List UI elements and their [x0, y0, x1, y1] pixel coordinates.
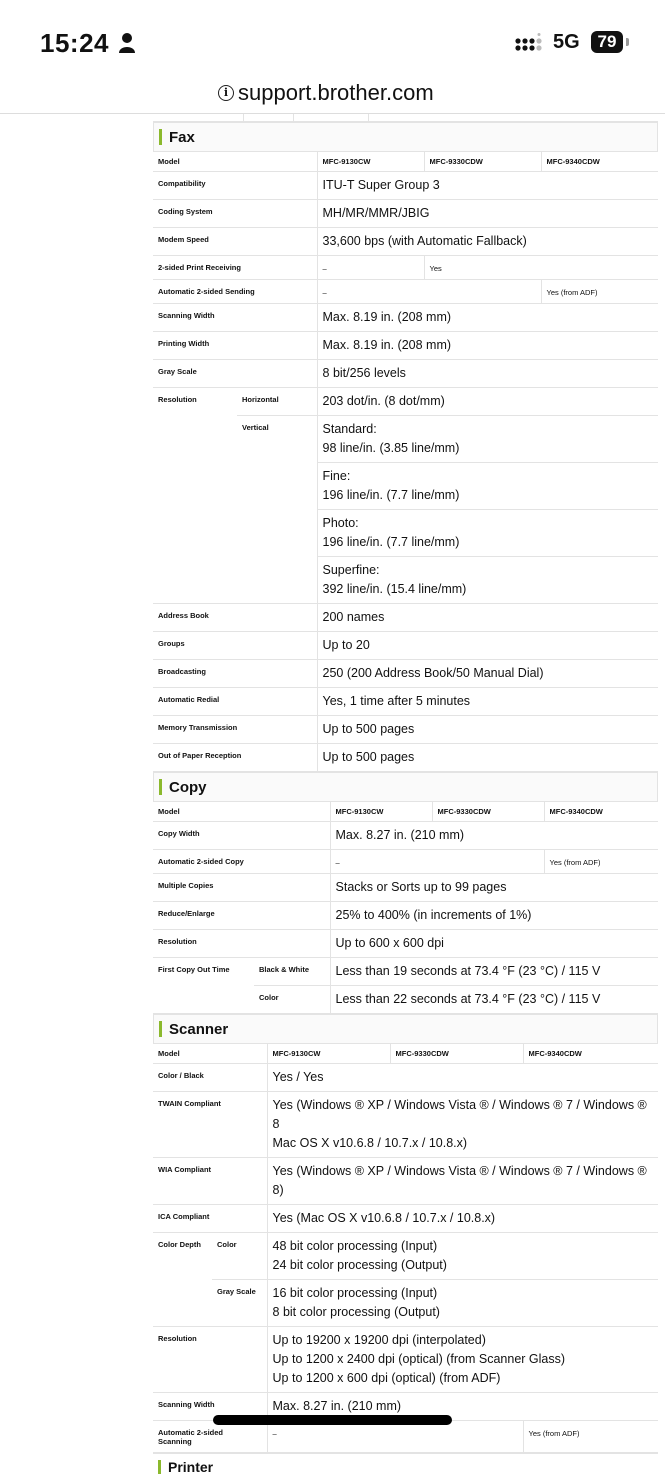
row-value: – — [330, 850, 544, 874]
row-label: Gray Scale — [153, 360, 317, 388]
section-accent-bar — [159, 1021, 162, 1037]
value-line: 8) — [272, 1183, 284, 1197]
table-row — [153, 388, 658, 416]
table-row — [153, 1280, 658, 1327]
spec-content — [153, 114, 658, 1479]
table-row — [153, 850, 658, 874]
copy-section-header — [153, 772, 658, 802]
table-row — [153, 360, 658, 388]
row-label: Copy Width — [153, 822, 330, 850]
table-row — [153, 958, 658, 986]
row-value: Yes (from ADF) — [544, 850, 658, 874]
row-value — [317, 416, 658, 463]
table-row — [153, 1158, 658, 1205]
row-value: 25% to 400% (in increments of 1%) — [330, 902, 658, 930]
row-label: Printing Width — [153, 332, 317, 360]
table-row — [153, 510, 658, 557]
value-line: 48 bit color processing (Input) — [272, 1239, 438, 1253]
row-value: Max. 8.19 in. (208 mm) — [317, 304, 658, 332]
table-row — [153, 1205, 658, 1233]
value-line: Up to 1200 x 2400 dpi (optical) (from Scanner Glass) — [272, 1352, 566, 1366]
address-bar[interactable] — [0, 76, 665, 114]
model-name: MFC-9340CDW — [523, 1044, 658, 1064]
table-row — [153, 256, 658, 280]
row-value — [267, 1158, 658, 1205]
row-sublabel: Vertical — [242, 423, 269, 432]
row-label: ICA Compliant — [153, 1205, 267, 1233]
value-line: 24 bit color processing (Output) — [272, 1258, 447, 1272]
table-row — [153, 280, 658, 304]
row-value: Yes — [424, 256, 658, 280]
table-row — [153, 802, 658, 822]
row-sublabel: Color — [254, 986, 330, 1014]
previous-table-fragment — [153, 114, 658, 122]
section-accent-bar — [158, 1460, 161, 1474]
row-value: Up to 20 — [317, 632, 658, 660]
row-label: 2-sided Print Receiving — [153, 256, 317, 280]
table-row — [153, 152, 658, 172]
person-icon — [118, 32, 136, 54]
row-value: Max. 8.19 in. (208 mm) — [317, 332, 658, 360]
row-value: 250 (200 Address Book/50 Manual Dial) — [317, 660, 658, 688]
row-label: WIA Compliant — [153, 1158, 267, 1205]
row-value: Yes (Mac OS X v10.6.8 / 10.7.x / 10.8.x) — [267, 1205, 658, 1233]
value-line: Yes (Windows ® XP / Windows Vista ® / Windows ® 7 / Windows ® — [272, 1164, 647, 1178]
label-line: Scanning — [158, 1437, 192, 1446]
value-line: Standard: — [322, 422, 377, 436]
row-label: Automatic 2-sided Sending — [153, 280, 317, 304]
row-label: Color Depth — [158, 1240, 201, 1249]
table-row — [153, 716, 658, 744]
row-value: 200 names — [317, 604, 658, 632]
table-row — [153, 688, 658, 716]
table-row — [153, 1064, 658, 1092]
row-label: Memory Transmission — [153, 716, 317, 744]
row-value: Less than 19 seconds at 73.4 °F (23 °C) / 115 V — [330, 958, 658, 986]
row-label: Scanning Width — [153, 304, 317, 332]
value-line: Fine: — [322, 469, 351, 483]
model-name: MFC-9130CW — [267, 1044, 390, 1064]
value-line: Photo: — [322, 516, 359, 530]
row-label: Scanning Width — [153, 1393, 267, 1421]
info-icon[interactable]: i — [218, 85, 234, 101]
model-label: Model — [153, 1044, 267, 1064]
table-row — [153, 200, 658, 228]
row-label: Compatibility — [153, 172, 317, 200]
row-label: Coding System — [153, 200, 317, 228]
label-line: Automatic 2-sided — [158, 1428, 224, 1437]
table-row — [153, 604, 658, 632]
value-line: Up to 19200 x 19200 dpi (interpolated) — [272, 1333, 486, 1347]
row-value: 8 bit/256 levels — [317, 360, 658, 388]
table-row — [153, 744, 658, 772]
row-value — [317, 510, 658, 557]
value-line: Up to 1200 x 600 dpi (optical) (from ADF) — [272, 1371, 501, 1385]
model-name: MFC-9330CDW — [424, 152, 541, 172]
value-line: 392 line/in. (15.4 line/mm) — [322, 582, 467, 596]
scanner-spec-table — [153, 1044, 658, 1453]
row-label: Address Book — [153, 604, 317, 632]
row-value — [267, 1327, 658, 1393]
row-value: Less than 22 seconds at 73.4 °F (23 °C) / 115 V — [330, 986, 658, 1014]
row-label: Groups — [153, 632, 317, 660]
row-value: – — [317, 256, 424, 280]
row-value: 203 dot/in. (8 dot/mm) — [317, 388, 658, 416]
row-value — [267, 1280, 658, 1327]
status-bar — [0, 0, 665, 80]
row-value: Yes (from ADF) — [523, 1421, 658, 1453]
row-value: Max. 8.27 in. (210 mm) — [330, 822, 658, 850]
value-line: 98 line/in. (3.85 line/mm) — [322, 441, 460, 455]
home-indicator[interactable] — [213, 1415, 452, 1425]
section-title: Printer — [168, 1458, 214, 1475]
row-label: Resolution — [153, 930, 330, 958]
row-value: Max. 8.27 in. (210 mm) — [267, 1393, 658, 1421]
model-name: MFC-9340CDW — [544, 802, 658, 822]
row-value — [267, 1233, 658, 1280]
row-sublabel: Black & White — [254, 958, 330, 986]
row-label: Color / Black — [153, 1064, 267, 1092]
clock: 15:24 — [40, 28, 109, 58]
row-label: Out of Paper Reception — [153, 744, 317, 772]
table-row — [153, 172, 658, 200]
row-sublabel: Gray Scale — [212, 1280, 267, 1327]
value-line: 196 line/in. (7.7 line/mm) — [322, 535, 460, 549]
section-title: Scanner — [169, 1020, 229, 1038]
model-name: MFC-9130CW — [317, 152, 424, 172]
table-row — [153, 1044, 658, 1064]
fax-section-header — [153, 122, 658, 152]
section-accent-bar — [159, 779, 162, 795]
value-line: Yes (Windows ® XP / Windows Vista ® / Windows ® 7 / Windows ® — [272, 1098, 647, 1112]
row-value — [267, 1092, 658, 1158]
table-row — [153, 463, 658, 510]
model-name: MFC-9130CW — [330, 802, 432, 822]
value-line: 16 bit color processing (Input) — [272, 1286, 438, 1300]
row-value: ITU-T Super Group 3 — [317, 172, 658, 200]
row-label: Resolution — [153, 1327, 267, 1393]
value-line: 8 — [272, 1117, 280, 1131]
url-text[interactable]: support.brother.com — [238, 80, 434, 105]
row-value — [317, 557, 658, 604]
row-label: Reduce/Enlarge — [153, 902, 330, 930]
row-sublabel: Color — [212, 1233, 267, 1280]
table-row — [153, 1092, 658, 1158]
model-label: Model — [153, 152, 317, 172]
table-row — [153, 304, 658, 332]
row-value: Up to 600 x 600 dpi — [330, 930, 658, 958]
row-label — [153, 1421, 267, 1453]
row-value: – — [317, 280, 541, 304]
table-row — [153, 632, 658, 660]
printer-section-header — [153, 1453, 658, 1479]
row-label: Broadcasting — [153, 660, 317, 688]
table-row — [153, 874, 658, 902]
value-line: Superfine: — [322, 563, 380, 577]
section-title: Fax — [169, 128, 195, 146]
row-sublabel: Horizontal — [237, 388, 317, 416]
table-row — [153, 930, 658, 958]
model-label: Model — [153, 802, 330, 822]
table-row — [153, 986, 658, 1014]
row-label: Modem Speed — [153, 228, 317, 256]
battery-icon: 79 — [591, 31, 623, 53]
row-value: Stacks or Sorts up to 99 pages — [330, 874, 658, 902]
model-name: MFC-9330CDW — [432, 802, 544, 822]
model-name: MFC-9340CDW — [541, 152, 658, 172]
table-row — [153, 228, 658, 256]
row-value: MH/MR/MMR/JBIG — [317, 200, 658, 228]
row-label: Automatic 2-sided Copy — [153, 850, 330, 874]
table-row — [153, 332, 658, 360]
value-line: Mac OS X v10.6.8 / 10.7.x / 10.8.x) — [272, 1136, 468, 1150]
fax-spec-table — [153, 152, 658, 772]
row-value: – — [267, 1421, 523, 1453]
row-value: Yes / Yes — [267, 1064, 658, 1092]
scanner-section-header — [153, 1014, 658, 1044]
value-line: 8 bit color processing (Output) — [272, 1305, 440, 1319]
row-label: TWAIN Compliant — [153, 1092, 267, 1158]
row-value: Yes, 1 time after 5 minutes — [317, 688, 658, 716]
row-value: 33,600 bps (with Automatic Fallback) — [317, 228, 658, 256]
table-row — [153, 660, 658, 688]
section-title: Copy — [169, 778, 207, 796]
network-type: 5G — [553, 31, 580, 53]
table-row — [153, 1327, 658, 1393]
table-row — [153, 416, 658, 463]
table-row — [153, 822, 658, 850]
section-accent-bar — [159, 129, 162, 145]
row-value — [317, 463, 658, 510]
value-line: 196 line/in. (7.7 line/mm) — [322, 488, 460, 502]
row-label: First Copy Out Time — [158, 965, 230, 974]
row-value: Yes (from ADF) — [541, 280, 658, 304]
table-row — [153, 557, 658, 604]
table-row — [153, 1421, 658, 1453]
row-label: Resolution — [158, 395, 197, 404]
battery-nub — [626, 38, 629, 46]
table-row — [153, 1233, 658, 1280]
row-label: Automatic Redial — [153, 688, 317, 716]
row-label: Multiple Copies — [153, 874, 330, 902]
model-name: MFC-9330CDW — [390, 1044, 523, 1064]
row-value: Up to 500 pages — [317, 716, 658, 744]
copy-spec-table — [153, 802, 658, 1014]
row-value: Up to 500 pages — [317, 744, 658, 772]
table-row — [153, 902, 658, 930]
signal-icon — [514, 33, 546, 53]
